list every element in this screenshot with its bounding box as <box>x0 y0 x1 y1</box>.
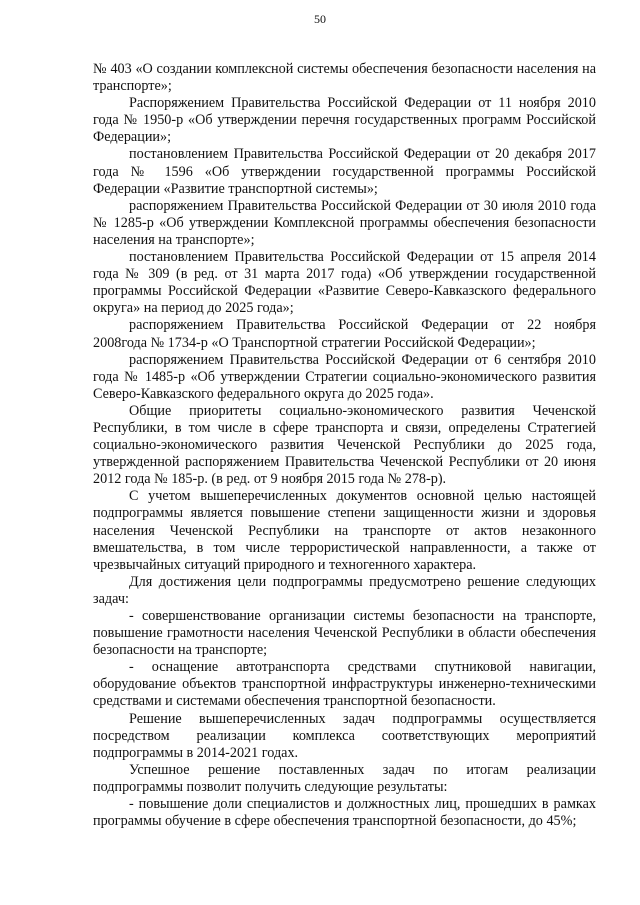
page-number: 50 <box>314 12 326 26</box>
paragraph: постановлением Правительства Российской Федерации от 15 апреля 2014 года № 309 (в ред. от 31 марта 2017 года) «Об утверждении государственной программы Российской Федерации «Развитие Северо-Кавказского федерального округа» на период до 2025 года»; <box>93 249 596 317</box>
paragraph: постановлением Правительства Российской Федерации от 20 декабря 2017 года № 1596 «Об утверждении государственной программы Российской Федерации «Развитие транспортной системы»; <box>93 146 596 197</box>
paragraph: Общие приоритеты социально-экономического развития Чеченской Республики, в том числе в сфере транспорта и связи, определены Стратегией социально-экономического развития Чеченской Республики до 2025 года, утвержденной распоряжением Правительства Чеченской Республики от 20 июня 2012 года № 185-р. (в ред. от 9 ноября 2015 года № 278-р). <box>93 402 596 488</box>
paragraph: - совершенствование организации системы безопасности на транспорте, повышение грамотности населения Чеченской Республики в области обеспечения безопасности на транспорте; <box>93 608 596 659</box>
paragraph: С учетом вышеперечисленных документов основной целью настоящей подпрограммы является повышение степени защищенности жизни и здоровья населения Чеченской Республики на транспорте от актов незаконного вмешательства, в том числе террористической направленности, а также от чрезвычайных ситуаций природного и техногенного характера. <box>93 488 596 573</box>
paragraph: - повышение доли специалистов и должностных лиц, прошедших в рамках программы обучение в сфере обеспечения транспортной безопасности, до 45%; <box>93 796 596 830</box>
paragraph: - оснащение автотранспорта средствами спутниковой навигации, оборудование объектов транспортной инфраструктуры инженерно-техническими средствами и системами обеспечения транспортной безопасности. <box>93 659 596 710</box>
paragraph: распоряжением Правительства Российской Федерации от 30 июля 2010 года № 1285-р «Об утверждении Комплексной программы обеспечения безопасности населения на транспорте»; <box>93 197 596 248</box>
paragraph: Для достижения цели подпрограммы предусмотрено решение следующих задач: <box>93 573 596 607</box>
paragraph: Распоряжением Правительства Российской Федерации от 11 ноября 2010 года № 1950-р «Об утверждении перечня государственных программ Российской Федерации»; <box>93 95 596 146</box>
paragraph: распоряжением Правительства Российской Федерации от 6 сентября 2010 года № 1485-р «Об утверждении Стратегии социально-экономического развития Северо-Кавказского федерального округа до 2025 года». <box>93 351 596 402</box>
paragraph: № 403 «О создании комплексной системы обеспечения безопасности населения на транспорте»; <box>93 61 596 95</box>
paragraph: Решение вышеперечисленных задач подпрограммы осуществляется посредством реализации комплекса соответствующих мероприятий подпрограммы в 2014-2021 годах. <box>93 710 596 761</box>
paragraph: Успешное решение поставленных задач по итогам реализации подпрограммы позволит получить следующие результаты: <box>93 761 596 795</box>
paragraph: распоряжением Правительства Российской Федерации от 22 ноября 2008года № 1734-р «О Транспортной стратегии Российской Федерации»; <box>93 317 596 351</box>
document-body <box>93 61 596 830</box>
